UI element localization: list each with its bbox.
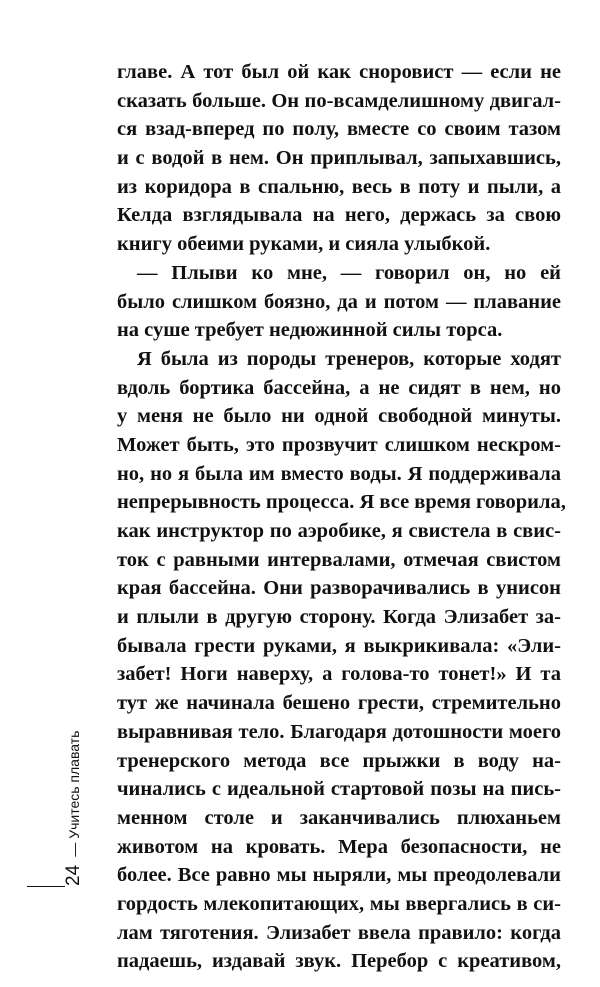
- text-line: но, но я была им вместо воды. Я поддерживала: [117, 462, 561, 485]
- text-line: вдоль бортика бассейна, а не сидят в нем, но: [117, 376, 561, 399]
- page-body-text: [117, 58, 566, 976]
- text-line: главе. А тот был ой как сноровист — если не: [117, 61, 561, 83]
- text-line: выравнивая тело. Благодаря дотошности моего: [117, 720, 561, 743]
- text-line: тут же начинала бешено грести, стремительно: [117, 692, 561, 715]
- text-line: забет! Ноги наверху, а голова-то тонет!» И та: [117, 663, 561, 686]
- text-line: на суше требует недюжинной силы торса.: [117, 319, 503, 342]
- text-line: у меня не было ни одной свободной минуты.: [117, 405, 561, 428]
- page-number: 24: [63, 864, 84, 886]
- text-line: менном столе и заканчивались плюханьем: [117, 806, 561, 829]
- text-line: ток с равными интервалами, отмечая свистом: [117, 548, 561, 571]
- text-line: из коридора в спальню, весь в поту и пыли, а: [117, 175, 561, 198]
- text-line: было слишком боязно, да и потом — плавание: [117, 290, 561, 313]
- book-title-text: Учитесь плавать: [66, 730, 82, 839]
- text-line: Келда взглядывала на него, держась за свою: [117, 204, 561, 227]
- text-line: бывала грести руками, я выкрикивала: «Эли-: [117, 634, 561, 657]
- text-line: ся взад-вперед по полу, вместе со своим тазом: [117, 118, 561, 141]
- text-line: Я была из породы тренеров, которые ходят: [137, 347, 561, 370]
- text-line: книгу обеими руками, и сияла улыбкой.: [117, 233, 491, 256]
- text-line: и с водой в нем. Он приплывал, запыхавшись,: [117, 147, 561, 170]
- text-line: чинались с идеальной стартовой позы на пись-: [117, 778, 561, 801]
- running-footer: [64, 731, 85, 886]
- text-line: непрерывность процесса. Я все время говорила,: [117, 491, 566, 514]
- text-line: тренерского метода все прыжки в воду на-: [117, 749, 561, 772]
- text-line: и плыли в другую сторону. Когда Элизабет за-: [117, 606, 561, 629]
- text-line: падаешь, издавай звук. Перебор с креативом,: [117, 950, 561, 973]
- text-line: Может быть, это прозвучит слишком нескром-: [117, 433, 561, 456]
- text-line: животом на кровать. Мера безопасности, не: [117, 835, 561, 858]
- text-line: более. Все равно мы ныряли, мы преодолевали: [117, 864, 561, 887]
- text-line: лам тяготения. Элизабет ввела правило: когда: [117, 921, 561, 944]
- text-line: сказать больше. Он по-всамделишному двигал-: [117, 89, 561, 112]
- text-line: края бассейна. Они разворачивались в унисон: [117, 577, 561, 600]
- text-line: — Плыви ко мне, — говорил он, но ей: [137, 261, 561, 284]
- margin-rule: [27, 886, 65, 887]
- title-dash: —: [66, 838, 82, 857]
- text-line: гордость млекопитающих, мы ввергались в си-: [117, 892, 561, 915]
- text-line: как инструктор по аэробике, я свистела в свис-: [117, 520, 561, 542]
- book-title: [66, 731, 82, 857]
